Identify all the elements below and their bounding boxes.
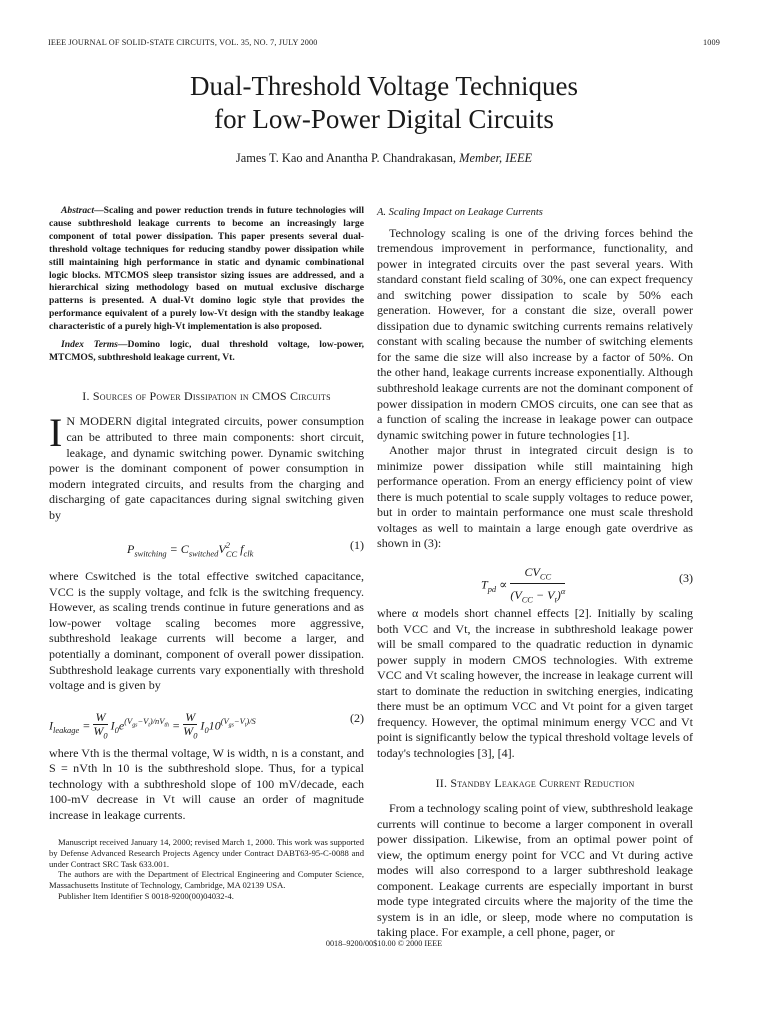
left-column — [49, 205, 364, 902]
equation-3-formula: $T_{pd}$ ∝ $CV_{CC}$ $(V_{CC} - V_t)^\alpha$ — [481, 565, 566, 605]
running-head — [48, 38, 720, 50]
equation-1-number: (1) — [349, 538, 364, 553]
equation-3-number: (3) — [678, 571, 693, 586]
title-line-1: Dual-Threshold Voltage Techniques — [189, 71, 579, 101]
page-number: 1009 — [703, 38, 720, 47]
equation-2 — [49, 703, 364, 741]
title-line-2: for Low-Power Digital Circuits — [214, 104, 554, 134]
abstract: Abstract—Scaling and power reduction trends in future technologies will cause subthreshold leakage currents to become an increasingly large component of total power dissipation. This paper presents several dual-threshold voltage techniques for reducing standby power dissipation while still maintaining high performance in static and dynamic combinational logic blocks. MTCMOS sleep transistor sizing issues are addressed, and a hierarchical sizing methodology based on mutual exclusive discharge patterns is presented. A dual-Vt domino logic style that provides the performance equivalent of a purely low-Vt design with the standby leakage characteristic of a purely high-Vt implementation is also proposed. — [49, 205, 364, 333]
paper-title — [0, 70, 768, 136]
section-2-heading: II. Standby Leakage Current Reduction — [435, 775, 635, 790]
footnote-affiliation: The authors are with the Department of Electrical Engineering and Computer Science, Massachusetts Institute of Technology, Cambridge, MA 02139 USA. — [49, 869, 364, 891]
index-terms-label: Index Terms — [61, 339, 118, 351]
member-status: Member, IEEE — [459, 151, 533, 165]
author-line — [0, 151, 768, 166]
drop-cap: I — [49, 410, 63, 456]
section-2-paragraph-1: From a technology scaling point of view, subthreshold leakage currents will continue to become a larger component in overall power dissipation. Likewise, from an optimal power point of view, the optimum energy point for VCC and Vt during active modes will also correspond to a larger subthreshold leakage component. Leakage currents are especially important in burst mode type integrated circuits where the majority of the time the system is in an idle, or sleep, mode where no computation is taking place. For example, a cell phone, pager, or — [377, 801, 693, 940]
copyright-footer: 0018–9200/00$10.00 © 2000 IEEE — [325, 939, 443, 948]
index-terms-text: Domino logic, dual threshold voltage, low-power, MTCMOS, subthreshold leakage current, Vt. — [49, 339, 364, 363]
subsection-a-paragraph-3: where α models short channel effects [2]. Initially by scaling both VCC and Vt, the increase in subthreshold leakage power will be small compared to the quadratic reduction in dynamic power supply in modern CMOS technologies. With extreme VCC and Vt scaling however, the increase in leakage current will start to dominate the reduction in switching energies, indicating there must be an optimum VCC and Vt point for a given target frequency. However, the optimal minimum energy VCC and Vt point is significantly below the typical threshold voltage levels of today's technologies [3], [4]. — [377, 606, 693, 760]
journal-citation: IEEE JOURNAL OF SOLID-STATE CIRCUITS, VOL. 35, NO. 7, JULY 2000 — [48, 38, 318, 47]
abstract-label: Abstract — [61, 205, 95, 216]
section-1-paragraph-2: where Cswitched is the total effective switched capacitance, VCC is the supply voltage, and fclk is the switching frequency. However, as scaling trends continue in future generations and as low-power voltage scaling becomes more aggressive, subthreshold leakage currents will become a larger, and potentially a dominant, component of overall power dissipation. Subthreshold leakage currents vary exponentially with threshold voltage and is given by — [49, 569, 364, 693]
section-1-paragraph-1-text: N MODERN digital integrated circuits, power consumption can be attributed to three main components: short circuit, leakage, and dynamic switching power. Dynamic switching power is the dominant component of power consumption in modern integrated circuits, and results from the charging and discharging of gate capacitances during signal switching given by — [49, 414, 364, 522]
subsection-a-paragraph-1: Technology scaling is one of the driving forces behind the tremendous improvement in performance, functionality, and power in integrated circuits over the past several years. With standard constant field scaling of 30%, one can expect frequency and switching power dissipation to scale by 50% each generation. However, for a constant die size, overall power dissipation due to dynamic switching currents remains relatively constant with scaling because the number of switching elements for the same die size will also increase by a factor of 50%. On the other hand, leakage currents increase exponentially. Although subthreshold leakage currents are not the dominant component of power dissipation in modern CMOS circuits, one can see that as a function of scaling the increase in leakage power can outpace dynamic switching power in future technologies [1]. — [377, 225, 693, 442]
index-terms: Index Terms—Domino logic, dual threshold voltage, low-power, MTCMOS, subthreshold leakage current, Vt. — [49, 339, 364, 363]
footnote-manuscript: Manuscript received January 14, 2000; revised March 1, 2000. This work was supported by Defense Advanced Research Projects Agency under Contract DABT63-95-C-0088 and under Contract SRC Task 633.001. — [49, 837, 364, 869]
footnote-publisher-id: Publisher Item Identifier S 0018-9200(00)04032-4. — [58, 890, 234, 901]
equation-2-number: (2) — [349, 710, 364, 725]
subsection-a-heading: A. Scaling Impact on Leakage Currents — [377, 207, 543, 218]
equation-1-formula: $P_{switching} = C_{switched}V^2_{CC}$ $f_{clk}$ — [127, 540, 254, 559]
equation-3 — [377, 561, 693, 605]
section-1-heading: I. Sources of Power Dissipation in CMOS Circuits — [82, 388, 331, 403]
subsection-a-paragraph-2: Another major thrust in integrated circuit design is to minimize power dissipation while still maintaining high performance operation. From an energy efficiency point of view there is much potential to scale supply voltages to reduce power, but in order to maintain performance one must scale threshold voltages as well to maintain a large enough gate overdrive as shown in (3): — [377, 443, 693, 551]
equation-2-formula: $I_{leakage}$ = $\frac{W}{W_0}$ $I_0e^{(V_{gs}-V_t)/nV_{th}}$ = $\frac{W}{W_0}$ $I_010^{(V_{gs}-V_t)/S}$ — [49, 709, 256, 741]
right-column — [377, 205, 693, 941]
section-1-paragraph-1 — [49, 410, 364, 523]
footnotes — [49, 837, 364, 901]
abstract-text: Scaling and power reduction trends in future technologies will cause subthreshold leakage currents to become an increasingly large component of total power dissipation. This paper presents several dual-threshold voltage techniques for reducing standby power dissipation while still maintaining high performance in static and dynamic combinational logic blocks. MTCMOS sleep transistor sizing issues are addressed, and a hierarchical sizing methodology based on mutual exclusive discharge patterns is presented. A dual-Vt domino logic style that provides the performance equivalent of a purely low-Vt design with the standby leakage characteristic of a purely high-Vt implementation is also proposed. — [49, 205, 364, 333]
authors: James T. Kao and Anantha P. Chandrakasan, — [235, 151, 457, 165]
section-1-paragraph-3: where Vth is the thermal voltage, W is width, n is a constant, and S = nVth ln 10 is the subthreshold slope. Thus, for a typical technology with a subthreshold slope of 100 mV/decade, each 100-mV decrease in Vt will cause an order of magnitude increase in leakage currents. — [49, 745, 364, 822]
equation-1 — [49, 532, 364, 560]
